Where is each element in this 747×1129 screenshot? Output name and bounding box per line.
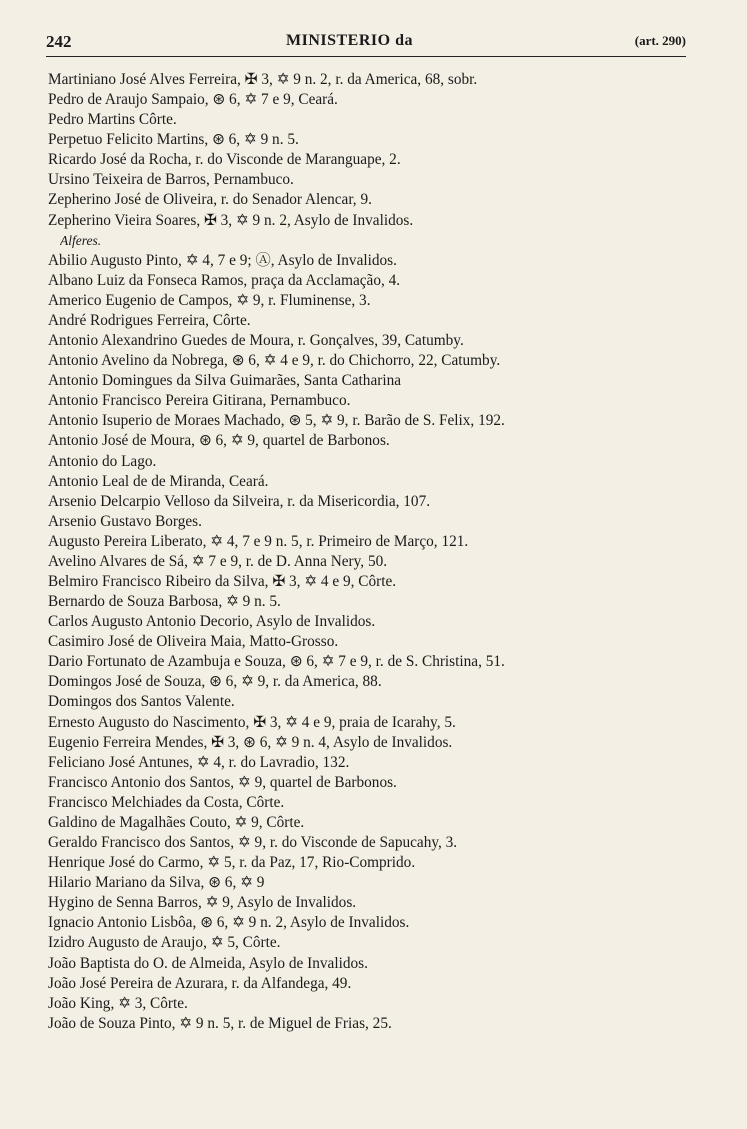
list-entry: Pedro de Araujo Sampaio, ⊛ 6, ✡ 7 e 9, Ceará. [48, 91, 338, 109]
section-heading: Alferes. [60, 232, 102, 248]
list-entry: João José Pereira de Azurara, r. da Alfandega, 49. [48, 974, 352, 992]
list-entry: Bernardo de Souza Barbosa, ✡ 9 n. 5. [48, 593, 281, 611]
list-entry: Francisco Antonio dos Santos, ✡ 9, quartel de Barbonos. [48, 773, 397, 791]
list-entry: Hygino de Senna Barros, ✡ 9, Asylo de Invalidos. [48, 894, 357, 912]
list-entry: Francisco Melchiades da Costa, Côrte. [48, 793, 285, 811]
list-entry: Dario Fortunato de Azambuja e Souza, ⊛ 6, ✡ 7 e 9, r. de S. Christina, 51. [48, 653, 505, 671]
list-entry: Antonio Domingues da Silva Guimarães, Santa Catharina [48, 372, 402, 390]
list-entry: Zepherino Vieira Soares, ✠ 3, ✡ 9 n. 2, Asylo de Invalidos. [48, 211, 414, 229]
list-entry: Geraldo Francisco dos Santos, ✡ 9, r. do Visconde de Sapucahy, 3. [48, 834, 458, 852]
list-entry: Zepherino José de Oliveira, r. do Senador Alencar, 9. [48, 191, 372, 209]
page-number: 242 [46, 32, 72, 51]
list-entry: Izidro Augusto de Araujo, ✡ 5, Côrte. [48, 934, 281, 952]
list-entry: Arsenio Gustavo Borges. [48, 512, 202, 530]
list-entry: Eugenio Ferreira Mendes, ✠ 3, ⊛ 6, ✡ 9 n. 4, Asylo de Invalidos. [48, 733, 453, 751]
list-entry: Avelino Alvares de Sá, ✡ 7 e 9, r. de D. Anna Nery, 50. [48, 552, 388, 570]
list-entry: Antonio Alexandrino Guedes de Moura, r. Gonçalves, 39, Catumby. [48, 332, 464, 350]
list-entry: André Rodrigues Ferreira, Côrte. [48, 311, 251, 329]
list-entry: João de Souza Pinto, ✡ 9 n. 5, r. de Miguel de Frias, 25. [48, 1014, 392, 1032]
running-title: MINISTERIO da [286, 32, 413, 49]
list-entry: Perpetuo Felicito Martins, ⊛ 6, ✡ 9 n. 5. [48, 131, 299, 149]
list-entry: Antonio Avelino da Nobrega, ⊛ 6, ✡ 4 e 9, r. do Chichorro, 22, Catumby. [48, 352, 501, 370]
list-entry: Ricardo José da Rocha, r. do Visconde de Maranguape, 2. [48, 151, 401, 169]
list-entry: João King, ✡ 3, Côrte. [48, 994, 188, 1012]
list-entry: Antonio do Lago. [48, 452, 157, 470]
list-entry: Galdino de Magalhães Couto, ✡ 9, Côrte. [48, 813, 305, 831]
list-entry: Albano Luiz da Fonseca Ramos, praça da Acclamação, 4. [48, 271, 401, 289]
list-entry: Martiniano José Alves Ferreira, ✠ 3, ✡ 9 n. 2, r. da America, 68, sobr. [48, 71, 478, 88]
list-entry: Hilario Mariano da Silva, ⊛ 6, ✡ 9 [48, 874, 265, 892]
list-entry: Augusto Pereira Liberato, ✡ 4, 7 e 9 n. 5, r. Primeiro de Março, 121. [48, 532, 469, 550]
list-entry: Americo Eugenio de Campos, ✡ 9, r. Fluminense, 3. [48, 291, 371, 309]
list-entry: Carlos Augusto Antonio Decorio, Asylo de Invalidos. [48, 613, 376, 631]
list-entry: Ignacio Antonio Lisbôa, ⊛ 6, ✡ 9 n. 2, Asylo de Invalidos. [48, 914, 410, 932]
page-header [46, 32, 686, 57]
list-entry: Arsenio Delcarpio Velloso da Silveira, r. da Misericordia, 107. [48, 492, 431, 510]
list-entry: Ursino Teixeira de Barros, Pernambuco. [48, 171, 294, 189]
list-entry: Abilio Augusto Pinto, ✡ 4, 7 e 9; Ⓐ, Asylo de Invalidos. [48, 251, 397, 269]
list-entry: Feliciano José Antunes, ✡ 4, r. do Lavradio, 132. [48, 753, 350, 771]
article-reference: (art. 290) [634, 33, 686, 48]
list-entry: Casimiro José de Oliveira Maia, Matto-Grosso. [48, 633, 339, 651]
list-entry: Antonio José de Moura, ⊛ 6, ✡ 9, quartel de Barbonos. [48, 432, 390, 450]
list-entry: Ernesto Augusto do Nascimento, ✠ 3, ✡ 4 e 9, praia de Icarahy, 5. [48, 713, 456, 731]
list-entry: Antonio Isuperio de Moraes Machado, ⊛ 5, ✡ 9, r. Barão de S. Felix, 192. [48, 412, 505, 430]
list-entry: Antonio Francisco Pereira Gitirana, Pernambuco. [48, 392, 351, 410]
list-entry: Domingos José de Souza, ⊛ 6, ✡ 9, r. da America, 88. [48, 673, 382, 691]
list-entry: Pedro Martins Côrte. [48, 111, 177, 129]
list-entry: Domingos dos Santos Valente. [48, 693, 235, 711]
list-entry: Antonio Leal de de Miranda, Ceará. [48, 472, 269, 490]
list-entry: Henrique José do Carmo, ✡ 5, r. da Paz, 17, Rio-Comprido. [48, 854, 416, 872]
list-entry: João Baptista do O. de Almeida, Asylo de Invalidos. [48, 954, 368, 972]
list-entry: Belmiro Francisco Ribeiro da Silva, ✠ 3, ✡ 4 e 9, Côrte. [48, 573, 397, 590]
